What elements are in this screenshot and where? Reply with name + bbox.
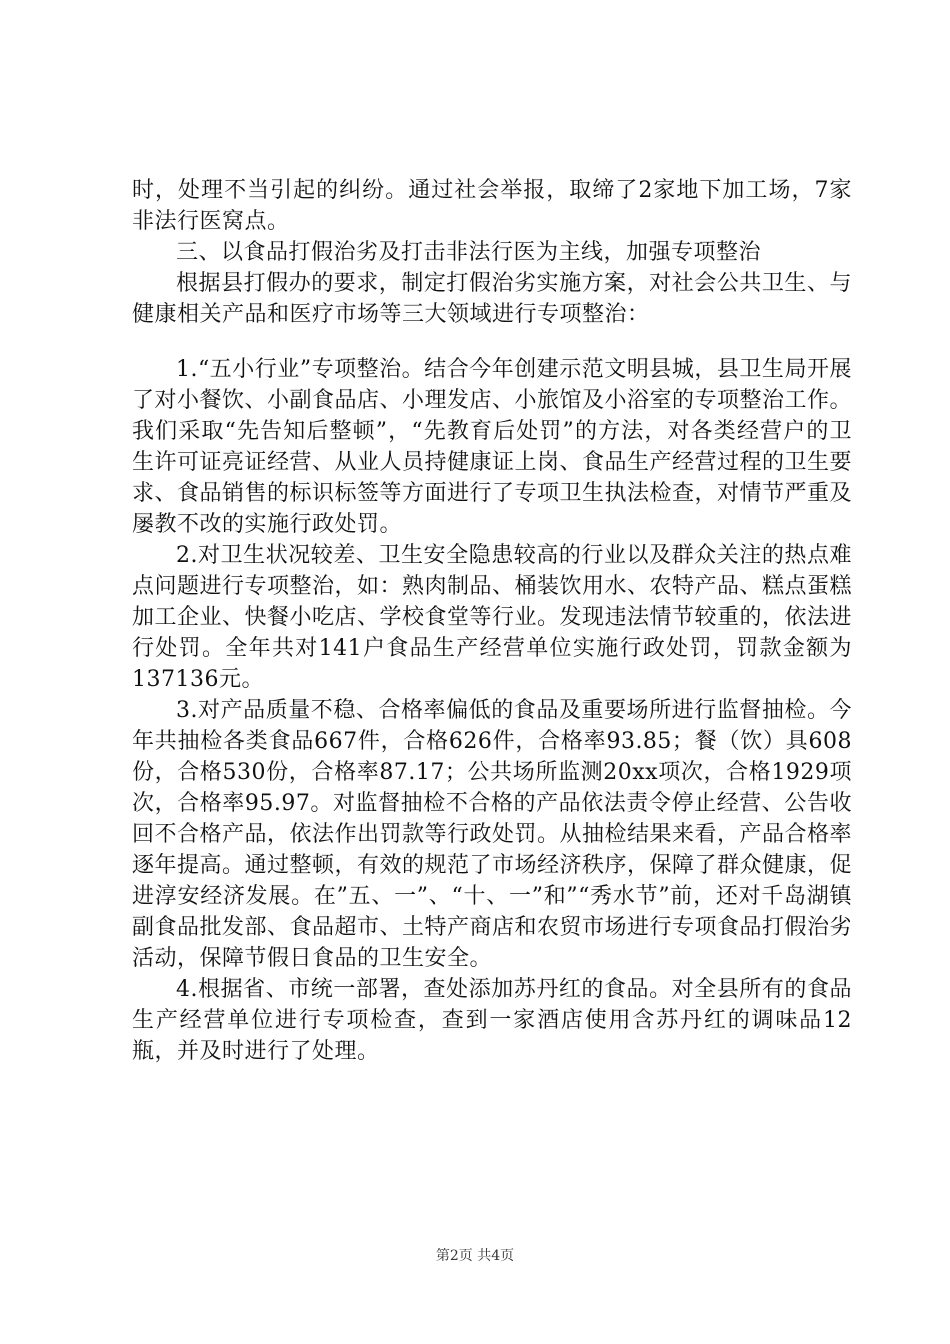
paragraph-continuation: 时，处理不当引起的纠纷。通过社会举报，取缔了2家地下加工场，7家非法行医窝点。 — [132, 178, 852, 234]
paragraph-intro: 根据县打假办的要求，制定打假治劣实施方案，对社会公共卫生、与健康相关产品和医疗市场等三大领域进行专项整治： — [132, 271, 852, 327]
paragraph-item-2: 2.对卫生状况较差、卫生安全隐患较高的行业以及群众关注的热点难点问题进行专项整治，如：熟肉制品、桶装饮用水、农特产品、糕点蛋糕加工企业、快餐小吃店、学校食堂等行业。发现违法情节较重的，依法进行处罚。全年共对141户食品生产经营单位实施行政处罚，罚款金额为137136元。 — [132, 543, 853, 692]
paragraph-item-1: 1.“五小行业”专项整治。结合今年创建示范文明县城，县卫生局开展了对小餐饮、小副食品店、小理发店、小旅馆及小浴室的专项整治工作。我们采取“先告知后整顿”，“先教育后处罚”的方法，对各类经营户的卫生许可证亮证经营、从业人员持健康证上岗、食品生产经营过程的卫生要求、食品销售的标识标签等方面进行了专项卫生执法检查，对情节严重及屡教不改的实施行政处罚。 — [132, 357, 853, 537]
section-heading: 三、以食品打假治劣及打击非法行医为主线，加强专项整治 — [176, 240, 762, 265]
document-body — [132, 175, 852, 1067]
page-number-footer: 第2页 共4页 — [435, 1248, 515, 1264]
paragraph-item-3: 3.对产品质量不稳、合格率偏低的食品及重要场所进行监督抽检。今年共抽检各类食品667件，合格626件，合格率93.85；餐（饮）具608份，合格530份，合格率87.17；公共场所监测20xx项次，合格1929项次，合格率95.97。对监督抽检不合格的产品依法责令停止经营、公告收回不合格产品，依法作出罚款等行政处罚。从抽检结果来看，产品合格率逐年提高。通过整顿，有效的规范了市场经济秩序，保障了群众健康，促进淳安经济发展。在”五、一”、“十、一”和”“秀水节”前，还对千岛湖镇副食品批发部、食品超市、土特产商店和农贸市场进行专项食品打假治劣活动，保障节假日食品的卫生安全。 — [132, 698, 853, 971]
paragraph-item-4: 4.根据省、市统一部署，查处添加苏丹红的食品。对全县所有的食品生产经营单位进行专项检查，查到一家酒店使用含苏丹红的调味品12瓶，并及时进行了处理。 — [132, 977, 852, 1064]
